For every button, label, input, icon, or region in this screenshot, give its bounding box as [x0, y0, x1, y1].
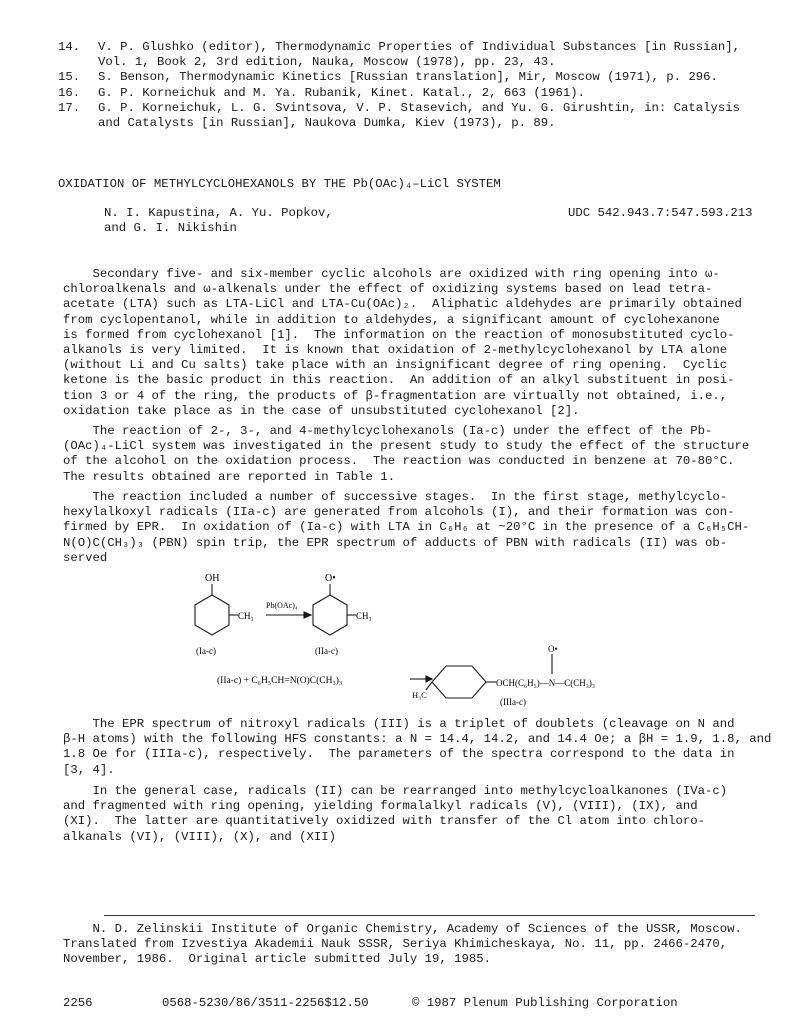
udc-code: UDC 542.943.7:547.593.213	[568, 206, 753, 220]
footnote: N. D. Zelinskii Institute of Organic Chemistry, Academy of Sciences of the USSR, Moscow. Translated from Izvestiya Akademii Nauk SSSR, Seriya Khimicheskaya, No. 11, pp. 2466-2470, November, 1986. Original article submitted July 19, 1985.	[63, 922, 742, 967]
oxyl-radical-label: O•	[548, 644, 558, 654]
cyclohexane-ring-iia	[313, 595, 347, 635]
reference-14: 14. V. P. Glushko (editor), Thermodynamic Properties of Individual Substances [in Russian], Vol. 1, Book 2, 3rd edition, Nauka, Moscow (1978), pp. 23, 43.	[58, 40, 741, 70]
methyl-label: CH₃	[356, 611, 372, 621]
pbn-adduct-label: OCH(C₆H₅)—N—C(CH₃)₃	[496, 678, 596, 688]
paragraph-reaction: The reaction of 2-, 3-, and 4-methylcyclohexanols (Ia-c) under the effect of the Pb- (OAc)₄-LiCl system was investigated in the present study to study the effect of the structure of the alcohol on the oxidation process. The reaction was conducted in benzene at 70-80°C. The results obtained are reported in Table 1.	[63, 424, 750, 484]
article-code: 0568-5230/86/3511-2256$12.50	[162, 996, 369, 1010]
paragraph-epr: The EPR spectrum of nitroxyl radicals (III) is a triplet of doublets (cleavage on N and β-H atoms) with the following HFS constants: a N = 14.4, 14.2, and 14.4 Oe; a βH = 1.9, 1.8, and 1.8 Oe for (IIIa-c), respectively. The parameters of the spectra correspond to the data in [3, 4].	[63, 717, 772, 777]
hydroxyl-label: OH	[205, 573, 220, 584]
reference-number: 15.	[58, 70, 81, 85]
reference-list	[58, 40, 758, 131]
reference-number: 14.	[58, 40, 81, 54]
copyright: © 1987 Plenum Publishing Corporation	[412, 996, 678, 1010]
footnote-divider	[104, 915, 755, 916]
reference-number: 17.	[58, 100, 81, 115]
equation-left: (IIa-c) + C₆H₅CH=N(O)C(CH₃)₃	[217, 676, 343, 686]
paragraph-stages: The reaction included a number of successive stages. In the first stage, methylcyclo- hexylalkoxyl radicals (IIa-c) are generated from alcohols (I), and their formation was con- firmed by EPR. In oxidation of (Ia-c) with LTA in C₆H₆ at ~20°C in the presence of a C₆H₅CH- N(O)C(CH₃)₃ (PBN) spin trip, the EPR spectrum of adducts of PBN with radicals (II) was ob- served	[63, 490, 750, 565]
cyclohexane-ring-ia	[195, 595, 229, 635]
reagent-label: Pb(OAc)₄	[266, 601, 298, 610]
paragraph-intro: Secondary five- and six-member cyclic alcohols are oxidized with ring opening into ω- chloroalkenals and ω-alkenals under the effect of oxidizing systems based on lead tetra- acetate (LTA) such as LTA-LiCl and LTA-Cu(OAc)₂. Aliphatic aldehydes are primarily obtained from cyclopentanol, while in addition to aldehydes, a significant amount of cyclohexanone is formed from cyclohexanol [1]. The information on the reaction of monosubstituted cyclo- alkanols is very limited. It is known that oxidation of 2-methylcyclohexanol by LTA alone (without Li and Cu salts) take place with an insignificant degree of ring opening. Cyclic ketone is the basic product in this reaction. An addition of an alkyl substituent in posi- tion 3 or 4 of the ring, the products of β-fragmentation are virtually not obtained, i.e., oxidation take place as in the case of unsubstituted cyclohexanol [2].	[63, 267, 742, 418]
reference-17: 17. G. P. Korneichuk, L. G. Svintsova, V. P. Stasevich, and Yu. G. Girushtin, in: Catalysis and Catalysts [in Russian], Naukova Dumka, Kiev (1973), p. 89.	[58, 100, 741, 131]
compound-label-iiia: (IIIa-c)	[500, 697, 526, 707]
article-title: OXIDATION OF METHYLCYCLOHEXANOLS BY THE Pb(OAc)₄–LiCl SYSTEM	[58, 177, 501, 191]
reference-15: 15. S. Benson, Thermodynamic Kinetics [Russian translation], Mir, Moscow (1971), p. 296.	[58, 70, 718, 85]
compound-label-ia: (Ia-c)	[196, 646, 216, 656]
cyclohexane-ring-iiia	[432, 666, 486, 698]
oxyl-radical-label: O•	[325, 573, 336, 584]
methyl-label: CH₃	[238, 611, 254, 621]
compound-label-iia: (IIa-c)	[315, 646, 338, 656]
reaction-scheme	[0, 566, 807, 716]
methyl-label-h3c: H₃C	[412, 690, 427, 700]
paragraph-general-case: In the general case, radicals (II) can be rearranged into methylcycloalkanones (IVa-c) and fragmented with ring opening, yielding formalalkyl radicals (V), (VIII), (IX), and (XI). The latter are quantitatively oxidized with transfer of the Cl atom into chloro- alkanals (VI), (VIII), (X), and (XII)	[63, 784, 728, 844]
page-number: 2256	[63, 996, 93, 1010]
authors: N. I. Kapustina, A. Yu. Popkov, and G. I. Nikishin	[104, 206, 333, 236]
reference-16: 16. G. P. Korneichuk and M. Ya. Rubanik, Kinet. Katal., 2, 663 (1961).	[58, 85, 586, 100]
reference-number: 16.	[58, 85, 81, 100]
